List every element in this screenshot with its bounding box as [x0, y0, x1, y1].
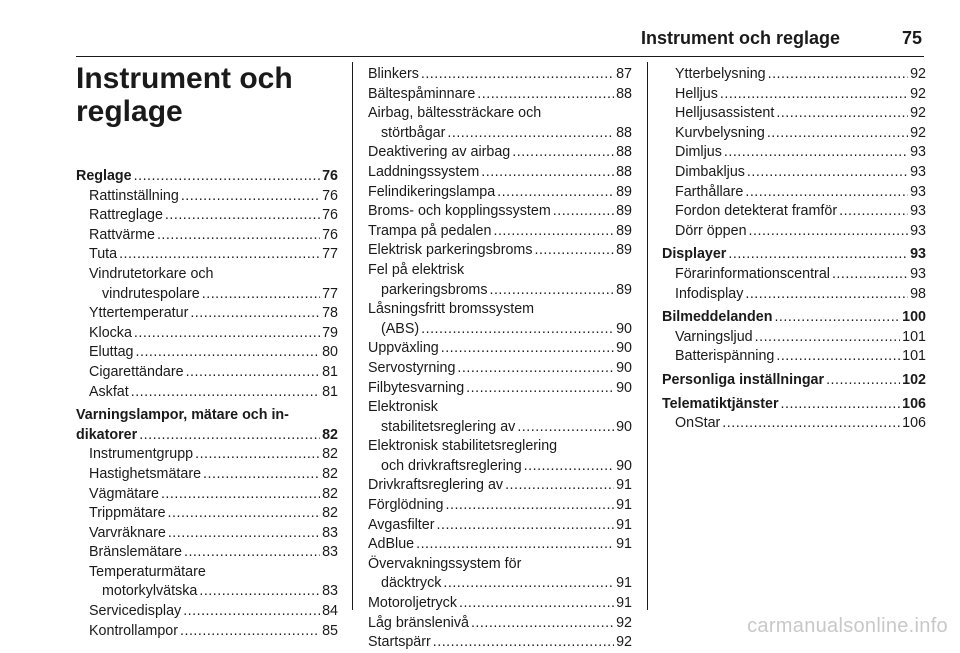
toc-entry[interactable] — [76, 602, 338, 622]
toc-section-personliga[interactable] — [662, 371, 926, 391]
toc-entry-title: Låg bränslenivå — [368, 614, 469, 631]
dot-leader — [184, 543, 320, 563]
toc-entry-title: Yttertemperatur — [89, 305, 189, 322]
toc-page-number: 82 — [322, 446, 338, 463]
toc-entry[interactable] — [76, 524, 338, 544]
toc-section-displayer[interactable] — [662, 245, 926, 265]
toc-entry-title: Elektrisk parkeringsbroms — [368, 242, 533, 259]
toc-entry[interactable] — [76, 324, 338, 344]
dot-leader — [190, 304, 320, 324]
toc-entry[interactable] — [76, 622, 338, 642]
toc-entry-title: Ytterbelysning — [675, 66, 766, 82]
dot-leader — [441, 339, 614, 359]
toc-entry[interactable] — [76, 445, 338, 465]
dot-leader — [168, 504, 321, 524]
toc-page-number: 76 — [322, 226, 338, 243]
toc-entry[interactable] — [368, 339, 632, 359]
toc-entry[interactable] — [76, 285, 338, 305]
toc-entry[interactable] — [368, 457, 632, 477]
watermark: carmanualsonline.info — [747, 615, 948, 637]
toc-entry-title: Dörr öppen — [675, 222, 747, 239]
dot-leader — [433, 633, 614, 653]
toc-entry[interactable] — [662, 414, 926, 434]
dot-leader — [199, 582, 320, 602]
page-number: 75 — [901, 28, 922, 48]
toc-entry-title: OnStar — [675, 415, 721, 432]
toc-page-number: 82 — [322, 426, 338, 443]
toc-entry-title: Eluttag — [89, 344, 134, 361]
toc-entry-title: Rattvärme — [89, 226, 155, 243]
toc-entry-title: Filbytesvarning — [368, 379, 465, 396]
toc-entry-title: Broms- och kopplingssystem — [368, 203, 551, 220]
toc-entry[interactable] — [368, 143, 632, 163]
dot-leader — [131, 383, 320, 403]
toc-entry[interactable] — [368, 418, 632, 438]
dot-leader — [134, 324, 320, 344]
toc-entry[interactable] — [368, 379, 632, 399]
toc-page-number: 93 — [910, 265, 926, 282]
toc-page-number: 90 — [616, 359, 632, 376]
toc-page-number: 92 — [910, 85, 926, 102]
running-header-title: Instrument och reglage — [640, 28, 840, 48]
toc-entry-title: Infodisplay — [675, 285, 744, 302]
toc-entry[interactable] — [662, 163, 926, 183]
dot-leader — [447, 124, 614, 144]
toc-entry[interactable] — [368, 320, 632, 340]
toc-page-number: 76 — [322, 168, 338, 184]
toc-entry-title: Klocka — [89, 324, 132, 341]
toc-entry-title: Dimljus — [675, 144, 722, 161]
toc-entry-title: däcktryck — [381, 575, 442, 592]
toc-page-number: 93 — [910, 246, 926, 263]
toc-page-number: 81 — [322, 363, 338, 380]
chapter-title-line2: reglage — [76, 95, 183, 128]
toc-entry-title: vindrutespolare — [102, 285, 200, 302]
toc-entry[interactable] — [76, 383, 338, 403]
toc-entry-title: Deaktivering av airbag — [368, 144, 511, 161]
toc-entry[interactable] — [662, 285, 926, 305]
toc-page-number: 81 — [322, 383, 338, 400]
toc-page-number: 78 — [322, 305, 338, 322]
toc-entry[interactable] — [368, 535, 632, 555]
dot-leader — [534, 241, 614, 261]
toc-entry[interactable] — [662, 347, 926, 367]
dot-leader — [755, 328, 901, 348]
dot-leader — [839, 202, 908, 222]
toc-section-line[interactable]: Varningslampor, mätare och in- — [76, 407, 289, 424]
dot-leader — [459, 594, 614, 614]
header-rule — [76, 56, 924, 57]
column-divider-2 — [647, 62, 648, 610]
chapter-title — [76, 62, 346, 128]
toc-entry[interactable] — [76, 187, 338, 207]
toc-entry[interactable] — [368, 476, 632, 496]
toc-entry-title: motorkylvätska — [102, 583, 198, 600]
toc-section-telematik[interactable] — [662, 395, 926, 415]
toc-entry-title: Tuta — [89, 246, 118, 263]
dot-leader — [183, 602, 320, 622]
toc-entry[interactable] — [76, 504, 338, 524]
toc-entry[interactable] — [368, 574, 632, 594]
toc-entry[interactable] — [368, 241, 632, 261]
toc-page-number: 102 — [902, 371, 926, 388]
toc-page-number: 90 — [616, 457, 632, 474]
dot-leader — [776, 104, 908, 124]
toc-page-number: 93 — [910, 203, 926, 220]
toc-entry-line[interactable]: Elektronisk — [368, 399, 438, 416]
dot-leader — [745, 285, 908, 305]
toc-entry-title: Kontrollampor — [89, 622, 178, 639]
dot-leader — [481, 163, 614, 183]
toc-page-number: 90 — [616, 379, 632, 396]
toc-entry-title: Varningsljud — [675, 328, 753, 345]
dot-leader — [202, 285, 320, 305]
dot-leader — [457, 359, 614, 379]
toc-section-reglage[interactable] — [76, 167, 338, 187]
dot-leader — [776, 347, 900, 367]
dot-leader — [747, 163, 908, 183]
toc-entry-title: Rattreglage — [89, 207, 163, 224]
toc-entry-title: parkeringsbroms — [381, 281, 488, 298]
toc-page-number: 76 — [322, 187, 338, 204]
toc-page-number: 89 — [616, 183, 632, 200]
toc-page-number: 90 — [616, 418, 632, 435]
toc-page-number: 88 — [616, 163, 632, 180]
toc-entry-line[interactable]: Airbag, bältessträckare och — [368, 105, 542, 122]
toc-entry-title: Instrumentgrupp — [89, 446, 194, 463]
toc-page-number: 88 — [616, 85, 632, 102]
toc-entry[interactable] — [76, 226, 338, 246]
dot-leader — [749, 222, 909, 242]
dot-leader — [139, 426, 320, 446]
toc-page-number: 93 — [910, 183, 926, 200]
toc-page-number: 89 — [616, 281, 632, 298]
toc-entry[interactable] — [76, 485, 338, 505]
toc-entry[interactable] — [368, 614, 632, 634]
toc-entry-title: Förarinformationscentral — [675, 265, 830, 282]
toc-entry-title: Trampa på pedalen — [368, 222, 492, 239]
toc-entry-title: Fordon detekterat framför — [675, 203, 838, 220]
toc-page-number: 88 — [616, 144, 632, 161]
toc-page-number: 89 — [616, 242, 632, 259]
dot-leader — [161, 485, 320, 505]
dot-leader — [767, 124, 908, 144]
dot-leader — [119, 245, 320, 265]
toc-column-1 — [76, 167, 338, 641]
toc-page-number: 91 — [616, 497, 632, 514]
toc-entry-title: Drivkraftsreglering av — [368, 477, 504, 494]
toc-entry-title: Helljus — [675, 85, 718, 102]
toc-page-number: 87 — [616, 66, 632, 82]
dot-leader — [416, 535, 614, 555]
toc-page-number: 91 — [616, 477, 632, 494]
toc-page-number: 82 — [322, 485, 338, 502]
toc-entry[interactable] — [662, 265, 926, 285]
toc-entry-title: AdBlue — [368, 536, 415, 553]
toc-entry[interactable] — [662, 104, 926, 124]
toc-page-number: 93 — [910, 144, 926, 161]
dot-leader — [722, 414, 900, 434]
toc-entry-title: Telematiktjänster — [662, 395, 779, 412]
toc-page-number: 100 — [902, 309, 926, 326]
toc-entry-title: Bältespåminnare — [368, 85, 476, 102]
toc-entry-title: Varvräknare — [89, 524, 166, 541]
toc-page-number: 92 — [910, 66, 926, 82]
toc-entry[interactable] — [368, 202, 632, 222]
toc-page-number: 80 — [322, 344, 338, 361]
toc-page-number: 106 — [902, 395, 926, 412]
toc-page-number: 89 — [616, 203, 632, 220]
toc-entry-title: Rattinställning — [89, 187, 179, 204]
toc-entry-title: Cigarettändare — [89, 363, 184, 380]
dot-leader — [832, 265, 908, 285]
dot-leader — [180, 622, 320, 642]
toc-entry-title: Startspärr — [368, 634, 431, 651]
dot-leader — [728, 245, 908, 265]
toc-page-number: 82 — [322, 465, 338, 482]
toc-entry[interactable] — [662, 65, 926, 85]
toc-entry[interactable] — [662, 85, 926, 105]
toc-entry[interactable] — [368, 633, 632, 653]
toc-page-number: 92 — [616, 634, 632, 651]
toc-entry[interactable] — [662, 202, 926, 222]
toc-entry[interactable] — [662, 183, 926, 203]
toc-page-number: 79 — [322, 324, 338, 341]
dot-leader — [493, 222, 614, 242]
toc-entry-title: stabilitetsreglering av — [381, 418, 516, 435]
toc-entry[interactable] — [76, 363, 338, 383]
dot-leader — [505, 476, 614, 496]
toc-entry[interactable] — [368, 222, 632, 242]
toc-entry[interactable] — [76, 206, 338, 226]
toc-entry-title: Personliga inställningar — [662, 371, 825, 388]
toc-entry-line[interactable]: Temperaturmätare — [89, 563, 206, 580]
toc-entry-title: Dimbakljus — [675, 163, 745, 180]
toc-page-number: 93 — [910, 222, 926, 239]
toc-entry-title: och drivkraftsreglering — [381, 457, 522, 474]
toc-page-number: 90 — [616, 320, 632, 337]
toc-entry-title: Helljusassistent — [675, 105, 775, 122]
toc-entry[interactable] — [368, 183, 632, 203]
toc-entry[interactable] — [368, 85, 632, 105]
toc-entry-title: Avgasfilter — [368, 516, 435, 533]
toc-entry-line[interactable]: Elektronisk stabilitetsreglering — [368, 438, 558, 455]
dot-leader — [181, 187, 320, 207]
toc-page-number: 82 — [322, 505, 338, 522]
toc-page-number: 77 — [322, 285, 338, 302]
toc-entry-title: Vägmätare — [89, 485, 159, 502]
toc-entry[interactable] — [662, 143, 926, 163]
toc-page-number: 92 — [910, 105, 926, 122]
toc-entry-title: Askfat — [89, 383, 129, 400]
toc-section-bilmeddelanden[interactable] — [662, 308, 926, 328]
toc-page-number: 92 — [910, 124, 926, 141]
toc-page-number: 89 — [616, 222, 632, 239]
toc-entry[interactable] — [76, 245, 338, 265]
toc-page-number: 88 — [616, 124, 632, 141]
dot-leader — [745, 183, 908, 203]
toc-entry-title: störtbågar — [381, 124, 446, 141]
dot-leader — [497, 183, 614, 203]
dot-leader — [168, 524, 320, 544]
toc-entry[interactable] — [368, 65, 632, 85]
toc-entry-title: Reglage — [76, 168, 132, 184]
toc-entry-title: Blinkers — [368, 66, 419, 82]
toc-entry-title: Batterispänning — [675, 348, 775, 365]
dot-leader — [781, 395, 901, 415]
dot-leader — [136, 343, 321, 363]
column-divider-1 — [352, 62, 353, 610]
toc-page-number: 93 — [910, 163, 926, 180]
dot-leader — [512, 143, 614, 163]
dot-leader — [524, 457, 614, 477]
toc-page-number: 76 — [322, 207, 338, 224]
dot-leader — [517, 418, 614, 438]
toc-page-number: 77 — [322, 246, 338, 263]
dot-leader — [768, 65, 908, 85]
toc-entry-line[interactable]: Vindrutetorkare och — [89, 265, 214, 282]
dot-leader — [134, 167, 320, 187]
toc-column-3 — [662, 65, 926, 434]
toc-page-number: 83 — [322, 544, 338, 561]
dot-leader — [489, 281, 614, 301]
toc-entry-title: Farthållare — [675, 183, 744, 200]
toc-entry[interactable] — [368, 496, 632, 516]
dot-leader — [165, 206, 320, 226]
toc-entry[interactable] — [368, 163, 632, 183]
chapter-title-line1: Instrument och — [76, 62, 293, 95]
dot-leader — [157, 226, 320, 246]
toc-entry-title: Displayer — [662, 246, 727, 263]
toc-page-number: 90 — [616, 340, 632, 357]
toc-entry[interactable] — [368, 359, 632, 379]
toc-entry-title: Servicedisplay — [89, 603, 182, 620]
toc-entry-title: Laddningssystem — [368, 163, 480, 180]
dot-leader — [720, 85, 908, 105]
toc-entry-title: Kurvbelysning — [675, 124, 765, 141]
toc-entry[interactable] — [662, 328, 926, 348]
toc-entry[interactable] — [368, 516, 632, 536]
toc-page-number: 85 — [322, 622, 338, 639]
toc-page-number: 92 — [616, 614, 632, 631]
dot-leader — [446, 496, 615, 516]
toc-entry[interactable] — [76, 465, 338, 485]
toc-page-number: 91 — [616, 575, 632, 592]
toc-entry[interactable] — [76, 343, 338, 363]
toc-entry-line[interactable]: Övervakningssystem för — [368, 555, 522, 572]
toc-page-number: 98 — [910, 285, 926, 302]
toc-page-number: 106 — [902, 415, 926, 432]
toc-page-number: 84 — [322, 603, 338, 620]
toc-entry-title: (ABS) — [381, 320, 420, 337]
dot-leader — [471, 614, 614, 634]
dot-leader — [477, 85, 614, 105]
dot-leader — [826, 371, 900, 391]
dot-leader — [774, 308, 900, 328]
toc-entry[interactable] — [368, 281, 632, 301]
toc-entry-title: Felindikeringslampa — [368, 183, 496, 200]
toc-entry-title: Bränslemätare — [89, 544, 182, 561]
toc-entry-title: Motoroljetryck — [368, 595, 457, 612]
toc-entry-title: dikatorer — [76, 426, 138, 443]
dot-leader — [724, 143, 908, 163]
dot-leader — [421, 320, 614, 340]
toc-entry[interactable] — [662, 222, 926, 242]
toc-entry[interactable] — [76, 582, 338, 602]
toc-entry[interactable] — [76, 304, 338, 324]
dot-leader — [553, 202, 614, 222]
toc-page-number: 91 — [616, 536, 632, 553]
toc-entry-title: Förglödning — [368, 497, 444, 514]
toc-section-varningslampor[interactable] — [76, 426, 338, 446]
toc-entry-title: Hastighetsmätare — [89, 465, 202, 482]
toc-page-number: 101 — [902, 328, 926, 345]
dot-leader — [195, 445, 320, 465]
toc-page-number: 101 — [902, 348, 926, 365]
toc-entry-line[interactable]: Fel på elektrisk — [368, 261, 465, 278]
toc-page-number: 91 — [616, 516, 632, 533]
toc-entry-title: Uppväxling — [368, 340, 439, 357]
toc-page-number: 83 — [322, 524, 338, 541]
toc-entry[interactable] — [368, 594, 632, 614]
dot-leader — [203, 465, 320, 485]
toc-entry[interactable] — [662, 124, 926, 144]
dot-leader — [186, 363, 321, 383]
toc-entry-title: Trippmätare — [89, 505, 166, 522]
toc-entry-line[interactable]: Låsningsfritt bromssystem — [368, 301, 535, 318]
dot-leader — [466, 379, 614, 399]
dot-leader — [437, 516, 615, 536]
toc-entry[interactable] — [368, 124, 632, 144]
dot-leader — [443, 574, 614, 594]
dot-leader — [421, 65, 614, 85]
toc-page-number: 83 — [322, 583, 338, 600]
toc-entry-title: Servostyrning — [368, 359, 456, 376]
toc-entry-title: Bilmeddelanden — [662, 309, 773, 326]
toc-entry[interactable] — [76, 543, 338, 563]
toc-page-number: 91 — [616, 595, 632, 612]
toc-column-2 — [368, 65, 632, 653]
